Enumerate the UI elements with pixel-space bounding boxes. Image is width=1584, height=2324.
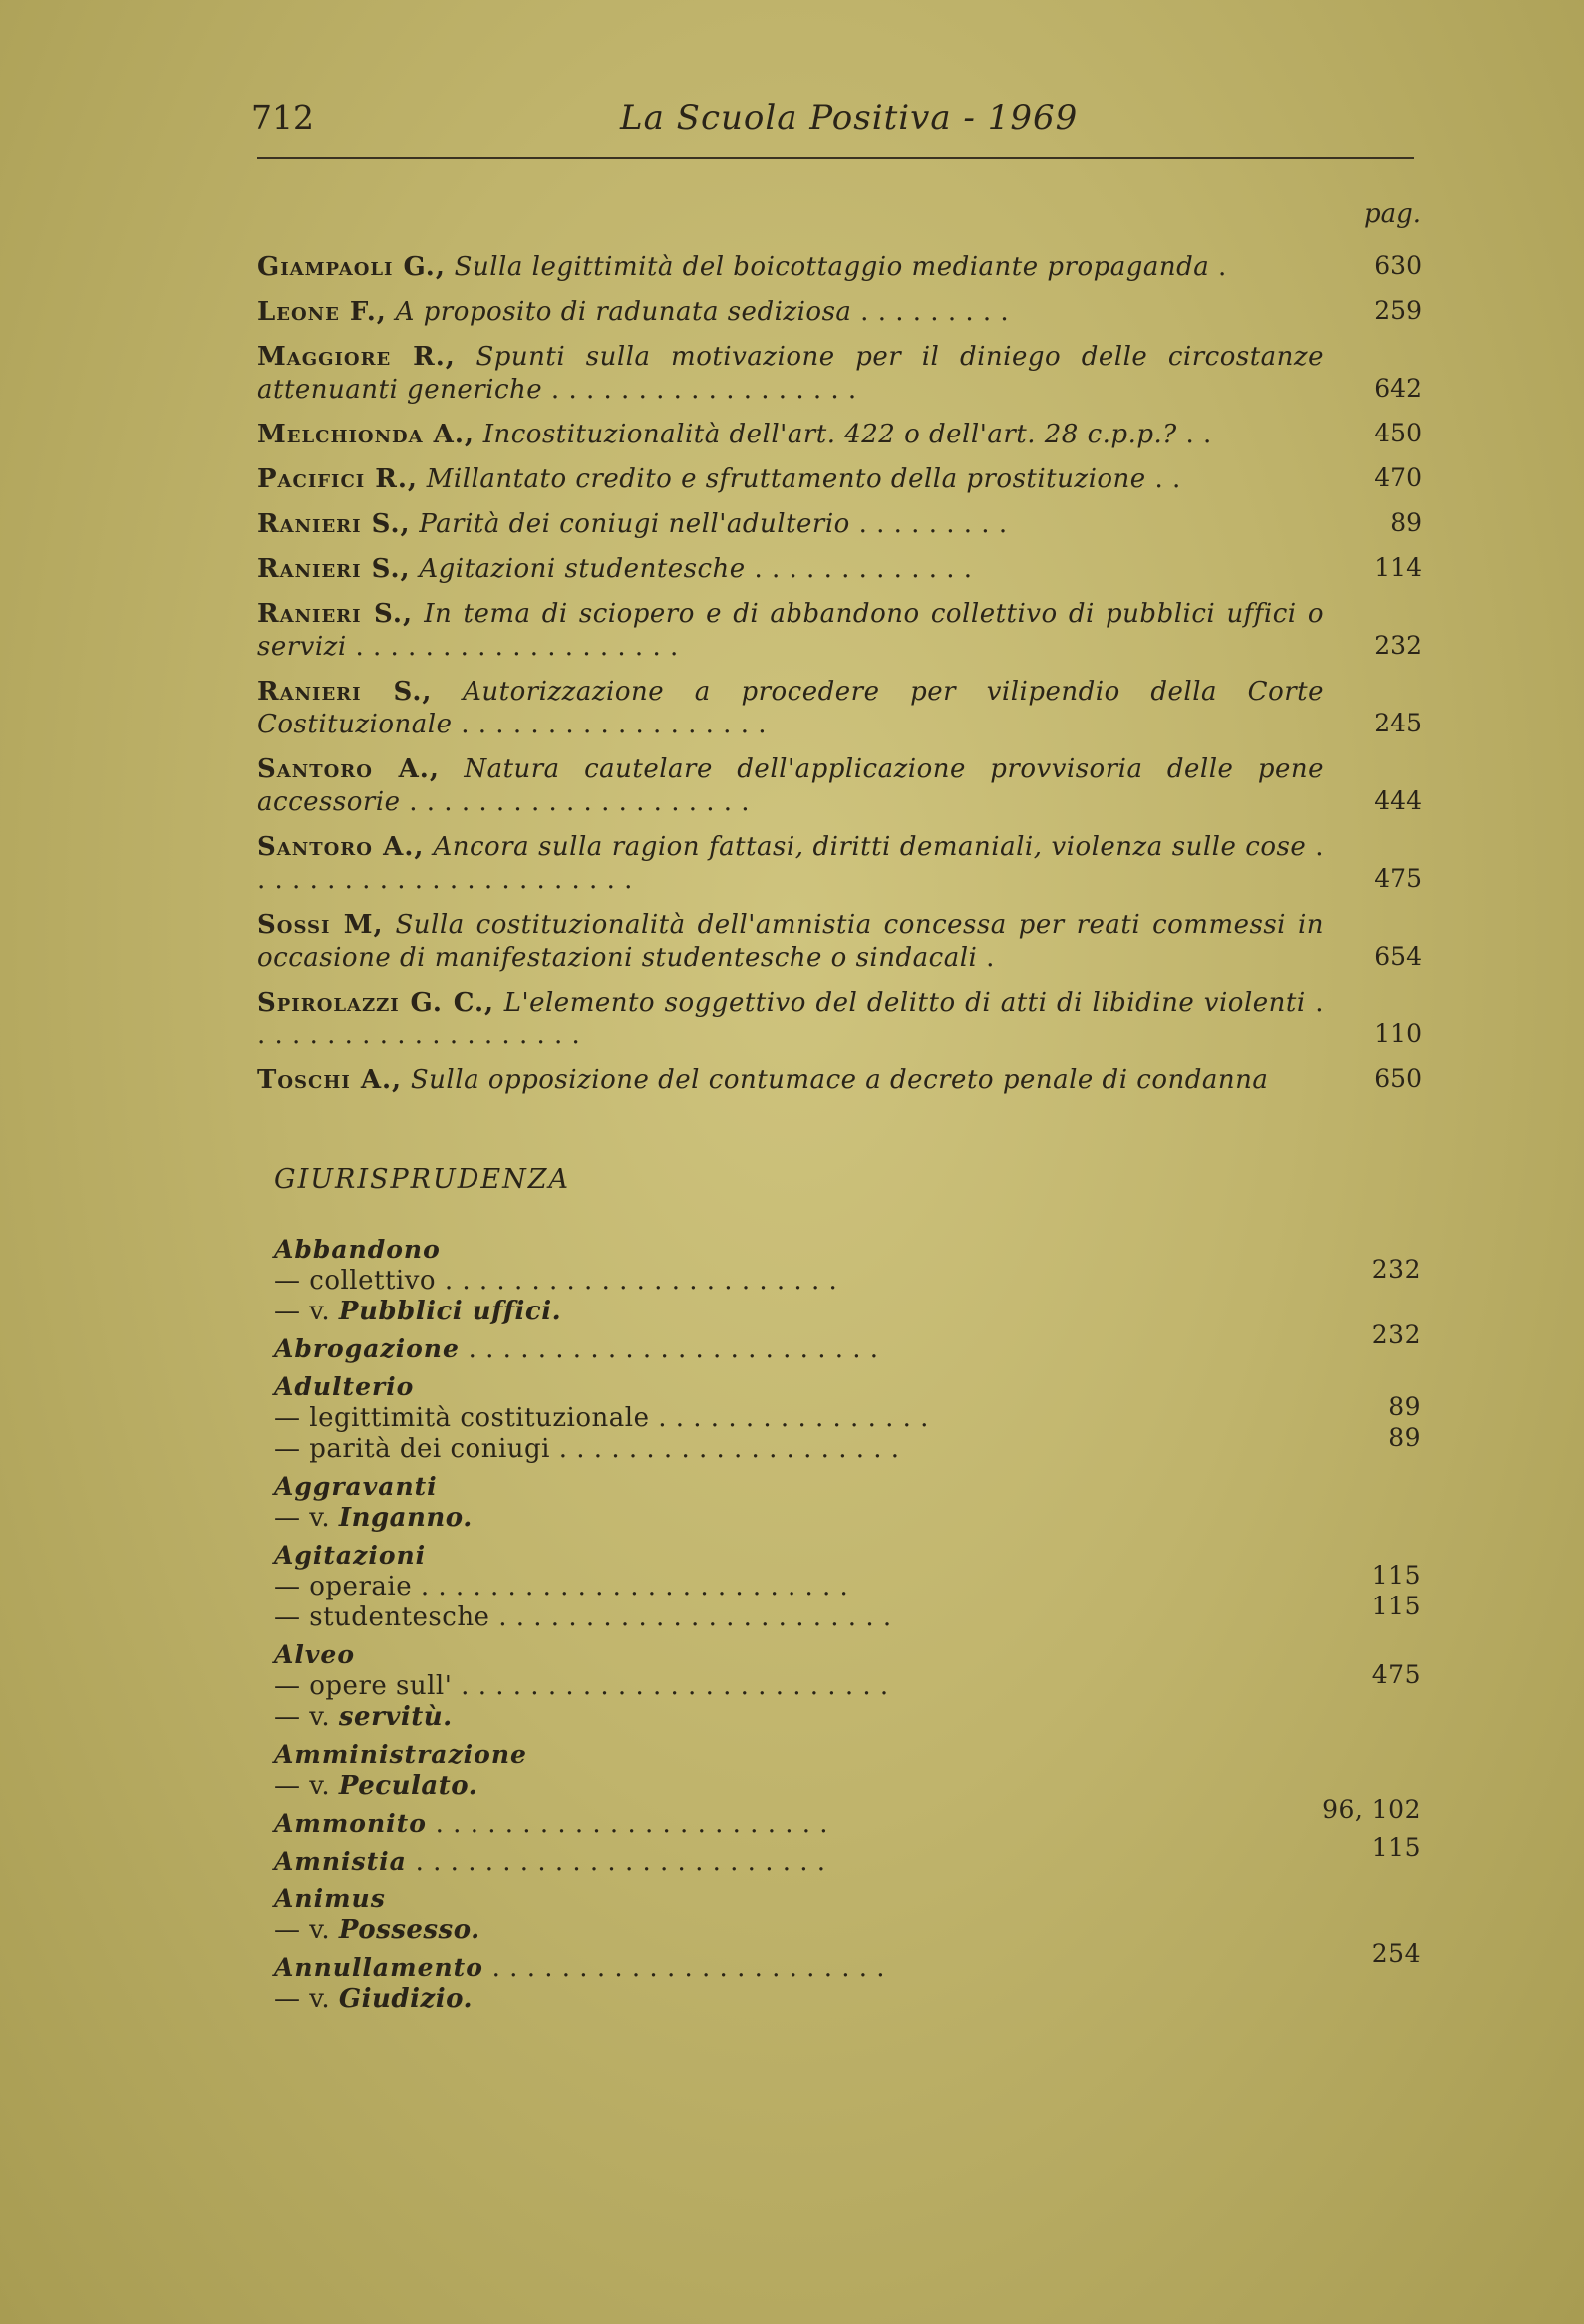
author-entry xyxy=(257,296,1422,329)
index-heading: Annullamento xyxy=(274,1953,483,1982)
author-entry xyxy=(257,753,1422,819)
author-entry xyxy=(257,1064,1422,1097)
index-row xyxy=(274,1423,1421,1465)
entry-title: Sulla legittimità del boicottaggio mediante propaganda xyxy=(454,252,1210,282)
entry-title: In tema di sciopero e di abbandono collettivo di pubblici uffici o servizi xyxy=(257,599,1325,662)
leader-dots: . . . . . . . . . xyxy=(851,297,1010,327)
index-page: 89 xyxy=(1388,1423,1421,1452)
page-number: 712 xyxy=(251,98,314,137)
entry-title: Spunti sulla motivazione per il diniego delle circostanze attenuanti generiche xyxy=(257,342,1325,405)
entry-author: Ranieri S., xyxy=(257,554,411,584)
index-row xyxy=(274,1771,1321,1802)
index-row xyxy=(274,1297,1321,1327)
index-page: 115 xyxy=(1371,1561,1421,1590)
entry-title: Ancora sulla ragion fattasi, diritti demaniali, violenza sulle cose xyxy=(433,832,1307,862)
index-row-label: — v. xyxy=(274,1702,339,1732)
index-heading: Aggravanti xyxy=(274,1472,438,1501)
entry-author: Leone F., xyxy=(257,297,387,327)
cross-reference: Possesso. xyxy=(338,1915,480,1945)
leader-dots: . . . . . . . . . . . . . . . . . . . . xyxy=(549,1434,900,1464)
author-entry xyxy=(257,987,1422,1052)
index-page: 96, 102 xyxy=(1322,1795,1421,1824)
entry-author: Giampaoli G., xyxy=(257,252,446,282)
journal-title: La Scuola Positiva - 1969 xyxy=(620,98,1079,138)
author-index xyxy=(257,251,1422,1109)
entry-author: Ranieri S., xyxy=(257,599,414,629)
index-group xyxy=(274,1234,1421,1327)
index-group xyxy=(274,1939,1421,2015)
leader-dots: . . xyxy=(1176,420,1212,449)
entry-title: Autorizzazione a procedere per vilipendio della Corte Costituzionale xyxy=(257,677,1324,739)
author-entry xyxy=(257,831,1422,897)
entry-title: Incostituzionalità dell'art. 422 o dell'art. 28 c.p.p.? xyxy=(482,420,1177,449)
entry-author: Ranieri S., xyxy=(257,677,433,707)
cross-reference: Pubblici uffici. xyxy=(338,1297,562,1326)
entry-page: 630 xyxy=(1374,251,1422,280)
index-row-label: — studentesche xyxy=(274,1602,490,1632)
index-heading: Amnistia xyxy=(274,1847,407,1876)
index-page: 115 xyxy=(1371,1592,1421,1620)
index-row xyxy=(274,1255,1421,1297)
index-row-label: — collettivo xyxy=(274,1266,437,1296)
index-heading: Animus xyxy=(274,1885,386,1913)
index-page: 232 xyxy=(1371,1255,1421,1284)
index-group xyxy=(274,1320,1421,1365)
index-row xyxy=(274,1561,1421,1602)
author-entry xyxy=(257,463,1422,496)
index-row-label: — v. xyxy=(274,1297,339,1326)
index-heading: Adulterio xyxy=(274,1372,415,1401)
author-entry xyxy=(257,909,1422,975)
entry-page: 470 xyxy=(1374,463,1422,492)
author-entry xyxy=(257,598,1422,664)
leader-dots: . . . . . . . . . . . . . . . . . . . . . . . . . xyxy=(412,1572,849,1601)
index-row-label: — parità dei coniugi xyxy=(274,1434,550,1464)
entry-author: Toschi A., xyxy=(257,1065,403,1095)
entry-page: 114 xyxy=(1374,553,1422,582)
author-entry xyxy=(257,419,1422,451)
entry-page: 642 xyxy=(1374,374,1422,403)
index-group xyxy=(274,1639,1421,1733)
leader-dots: . . . . . . . . . . . . . . . . . . . . . . . xyxy=(257,832,1325,895)
leader-dots: . xyxy=(1209,252,1227,282)
entry-author: Spirolazzi G. C., xyxy=(257,988,495,1017)
leader-dots: . . . . . . . . . . . . . . . . . . . . xyxy=(257,988,1325,1050)
leader-dots: . . . . . . . . . . . . . . . . . . . . . . . xyxy=(436,1266,838,1296)
index-page: 115 xyxy=(1371,1833,1421,1862)
entry-title: A proposito di radunata sediziosa xyxy=(395,297,852,327)
index-row-label: — v. xyxy=(274,1984,339,2014)
entry-title: Millantato credito e sfruttamento della prostituzione xyxy=(426,464,1146,494)
index-row xyxy=(274,1702,1321,1733)
entry-title: Sulla opposizione del contumace a decreto penale di condanna xyxy=(410,1065,1269,1095)
index-row xyxy=(274,1392,1421,1434)
leader-dots: . . . . . . . . . . . . . . . . . . . xyxy=(346,632,679,662)
author-entry xyxy=(257,251,1422,284)
entry-author: Santoro A., xyxy=(257,832,425,862)
index-heading: Abrogazione xyxy=(274,1334,460,1363)
index-row-label: — legittimità costituzionale xyxy=(274,1403,650,1433)
index-row xyxy=(274,1915,1321,1946)
entry-page: 450 xyxy=(1374,419,1422,447)
index-row xyxy=(274,1592,1421,1633)
leader-dots: . . . . . . . . . . . . . . . . xyxy=(649,1403,929,1433)
entry-page: 232 xyxy=(1374,631,1422,660)
index-group xyxy=(274,1471,1421,1534)
author-entry xyxy=(257,508,1422,541)
index-heading: Amministrazione xyxy=(274,1740,527,1769)
index-row-label: — opere sull' xyxy=(274,1671,453,1701)
entry-author: Sossi M, xyxy=(257,910,384,940)
jurisprudence-index xyxy=(274,1234,1421,2021)
entry-title: L'elemento soggettivo del delitto di atti di libidine violenti xyxy=(503,988,1306,1017)
entry-page: 650 xyxy=(1374,1064,1422,1093)
entry-page: 444 xyxy=(1374,786,1422,815)
index-page: 232 xyxy=(1371,1320,1421,1349)
entry-page: 654 xyxy=(1374,942,1422,971)
entry-title: Sulla costituzionalità dell'amnistia concessa per reati commessi in occasione di manifestazioni studentesche o sindacali xyxy=(257,910,1325,973)
entry-page: 110 xyxy=(1374,1019,1422,1048)
author-entry xyxy=(257,341,1422,407)
index-row-label: — operaie xyxy=(274,1572,413,1601)
header-rule xyxy=(257,157,1414,159)
cross-reference: Giudizio. xyxy=(338,1984,474,2014)
index-row xyxy=(274,1660,1421,1702)
entry-title: Agitazioni studentesche xyxy=(419,554,746,584)
pag-label: pag. xyxy=(1364,199,1422,229)
index-heading: Alveo xyxy=(274,1640,356,1669)
leader-dots: . . . . . . . . . . . . . . . . . . . . . . . . xyxy=(406,1847,826,1877)
entry-author: Maggiore R., xyxy=(257,342,456,372)
author-entry xyxy=(257,553,1422,586)
entry-page: 89 xyxy=(1390,508,1422,537)
leader-dots: . . . . . . . . . . . . . xyxy=(745,554,973,584)
index-row xyxy=(274,1503,1321,1534)
entry-author: Pacifici R., xyxy=(257,464,418,494)
cross-reference: servitù. xyxy=(338,1702,453,1732)
index-heading: Abbandono xyxy=(274,1235,441,1264)
leader-dots: . . . . . . . . . . . . . . . . . . . . . . . . . xyxy=(452,1671,889,1701)
index-page: 89 xyxy=(1388,1392,1421,1421)
cross-reference: Inganno. xyxy=(338,1503,473,1533)
section-heading: GIURISPRUDENZA xyxy=(274,1164,570,1195)
leader-dots: . . . . . . . . . xyxy=(849,509,1008,539)
entry-title: Parità dei coniugi nell'adulterio xyxy=(419,509,850,539)
entry-author: Melchionda A., xyxy=(257,420,475,449)
leader-dots: . . . . . . . . . . . . . . . . . . . . . . . . xyxy=(459,1334,879,1364)
entry-author: Santoro A., xyxy=(257,754,440,784)
index-row-label: — v. xyxy=(274,1771,339,1801)
index-row xyxy=(274,1984,1321,2015)
entry-title: Natura cautelare dell'applicazione provvisoria delle pene accessorie xyxy=(257,754,1324,817)
index-row-label: — v. xyxy=(274,1915,339,1945)
index-heading: Agitazioni xyxy=(274,1541,427,1570)
index-heading: Ammonito xyxy=(274,1809,427,1838)
leader-dots: . . . . . . . . . . . . . . . . . . . . . . . xyxy=(489,1602,892,1632)
leader-dots: . xyxy=(977,943,995,973)
index-group xyxy=(274,1795,1421,1840)
leader-dots: . . . . . . . . . . . . . . . . . . xyxy=(452,710,767,739)
author-entry xyxy=(257,676,1422,741)
index-page: 254 xyxy=(1371,1939,1421,1968)
index-row-label: — v. xyxy=(274,1503,339,1533)
entry-page: 245 xyxy=(1374,709,1422,737)
entry-author: Ranieri S., xyxy=(257,509,411,539)
leader-dots: . . . . . . . . . . . . . . . . . . . . xyxy=(400,787,751,817)
index-group xyxy=(274,1833,1421,1878)
leader-dots: . . . . . . . . . . . . . . . . . . . . . . . xyxy=(482,1953,886,1983)
index-page: 475 xyxy=(1371,1660,1421,1689)
index-group xyxy=(274,1540,1421,1633)
cross-reference: Peculato. xyxy=(338,1771,478,1801)
leader-dots: . . . . . . . . . . . . . . . . . . xyxy=(542,375,857,405)
leader-dots: . . xyxy=(1145,464,1181,494)
leader-dots: . . . . . . . . . . . . . . . . . . . . . . . xyxy=(426,1809,829,1839)
entry-page: 259 xyxy=(1374,296,1422,325)
entry-page: 475 xyxy=(1374,864,1422,893)
running-head xyxy=(251,98,1418,147)
index-group xyxy=(274,1739,1421,1802)
index-group xyxy=(274,1371,1421,1465)
index-group xyxy=(274,1884,1421,1946)
